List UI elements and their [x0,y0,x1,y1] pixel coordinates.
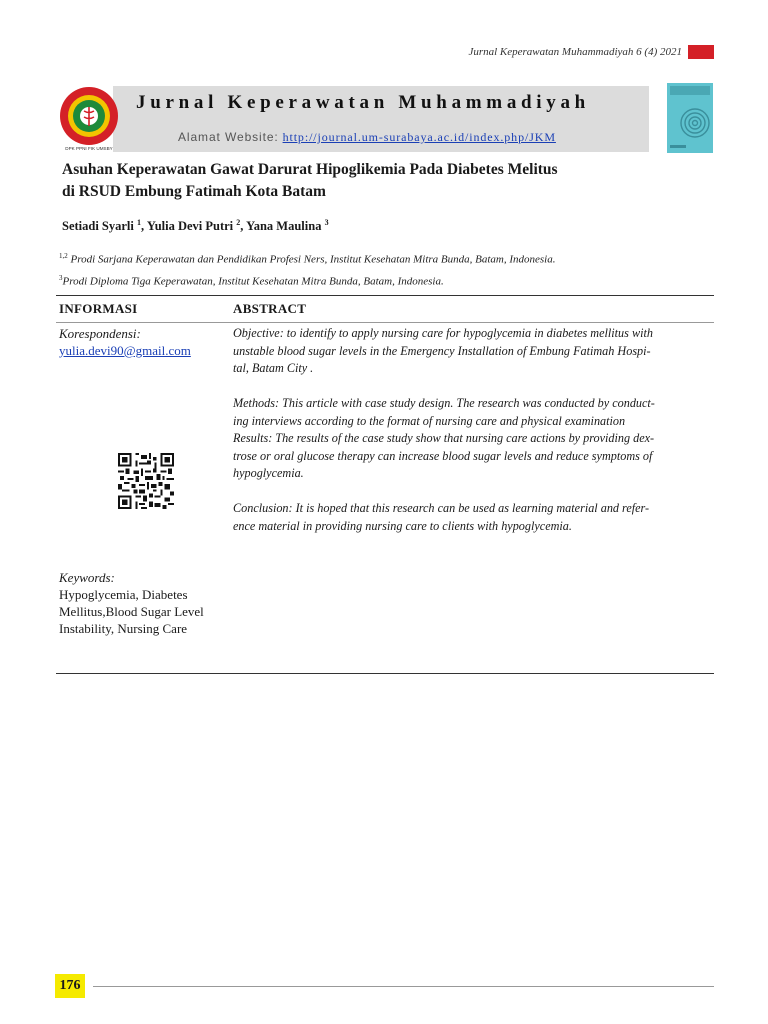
footer-rule [93,986,714,987]
abstract-heading: ABSTRACT [233,301,307,316]
abstract-results-line: hypoglycemia. [233,466,304,480]
abstract-results-line: Results: The results of the case study show that nursing care actions by providing dex- [233,431,655,445]
running-head: Jurnal Keperawatan Muhammadiyah 6 (4) 2021 [468,46,682,58]
abstract-objective-line: Objective: to identify to apply nursing care for hypoglycemia in diabetes mellitus with [233,326,653,340]
section-bottom-rule [56,673,714,674]
affiliation-2 [59,274,444,288]
address-label: Alamat Website: [178,130,279,144]
journal-url-link[interactable]: http://journal.um-surabaya.ac.id/index.php/JKM [282,130,556,144]
title-line-2: di RSUD Embung Fatimah Kota Batam [62,183,326,200]
author-sup: 2 [236,218,241,227]
page-number: 176 [59,978,81,993]
abstract-conclusion-line: ence material in providing nursing care to clients with hypoglycemia. [233,518,572,533]
journal-name: Jurnal Keperawatan Muhammadiyah [136,92,590,113]
keywords-label: Keywords: [59,570,115,585]
journal-cover-thumbnail-icon [667,83,713,153]
keywords-line: Instability, Nursing Care [59,621,188,636]
abstract-objective-line: unstable blood sugar levels in the Emergency Installation of Embung Fatimah Hospi- [233,343,651,358]
affiliation-sup: 3 [59,274,63,282]
correspondence-block [59,325,229,359]
qr-code-icon [118,453,174,509]
section-top-rule [56,295,714,296]
informasi-heading: INFORMASI [59,301,138,316]
keywords-block [59,569,229,637]
abstract-objective-line: tal, Batam City . [233,361,314,375]
affiliation-text: Prodi Sarjana Keperawatan dan Pendidikan Profesi Ners, Institut Kesehatan Mitra Bunda, Batam, Indonesia. [70,253,556,266]
abstract-methods-line: Methods: This article with case study design. The research was conducted by conduct- [233,396,655,410]
article-title [62,159,662,203]
email-link[interactable]: yulia.devi90@gmail.com [59,343,191,358]
abstract-methods-line: ing interviews according to the format of nursing care and physical examination [233,413,626,428]
ppni-logo-icon [57,86,121,152]
author-name: Setiadi Syarli [62,219,134,234]
header-accent-tab [688,45,714,59]
keywords-line: Hypoglycemia, Diabetes [59,587,188,602]
abstract-body [233,325,711,535]
abstract-conclusion-line: Conclusion: It is hoped that this research can be used as learning material and refer- [233,501,650,515]
author-name: Yana Maulina [246,219,322,234]
author-sup: 1 [137,218,142,227]
header-bottom-rule [56,322,714,323]
affiliation-1 [59,252,556,266]
correspondence-label: Korespondensi: [59,326,141,341]
abstract-results-line: trose or oral glucose therapy can increase blood sugar levels and reduce symptoms of [233,448,653,463]
affiliation-text: Prodi Diploma Tiga Keperawatan, Institut Kesehatan Mitra Bunda, Batam, Indonesia. [62,275,444,288]
journal-address [178,130,556,145]
author-sup: 3 [324,218,329,227]
author-list: Setiadi Syarli $^1$, Yulia Devi Putri $^2$, Yana Maulina $^3$ [62,218,329,234]
logo-caption: DPK PPNI FIK UMSBY [65,146,113,151]
title-line-1: Asuhan Keperawatan Gawat Darurat Hipoglikemia Pada Diabetes Melitus [62,161,558,178]
keywords-line: Mellitus,Blood Sugar Level [59,604,204,619]
author-name: Yulia Devi Putri [146,219,234,234]
affiliation-sup: 1,2 [59,252,68,260]
